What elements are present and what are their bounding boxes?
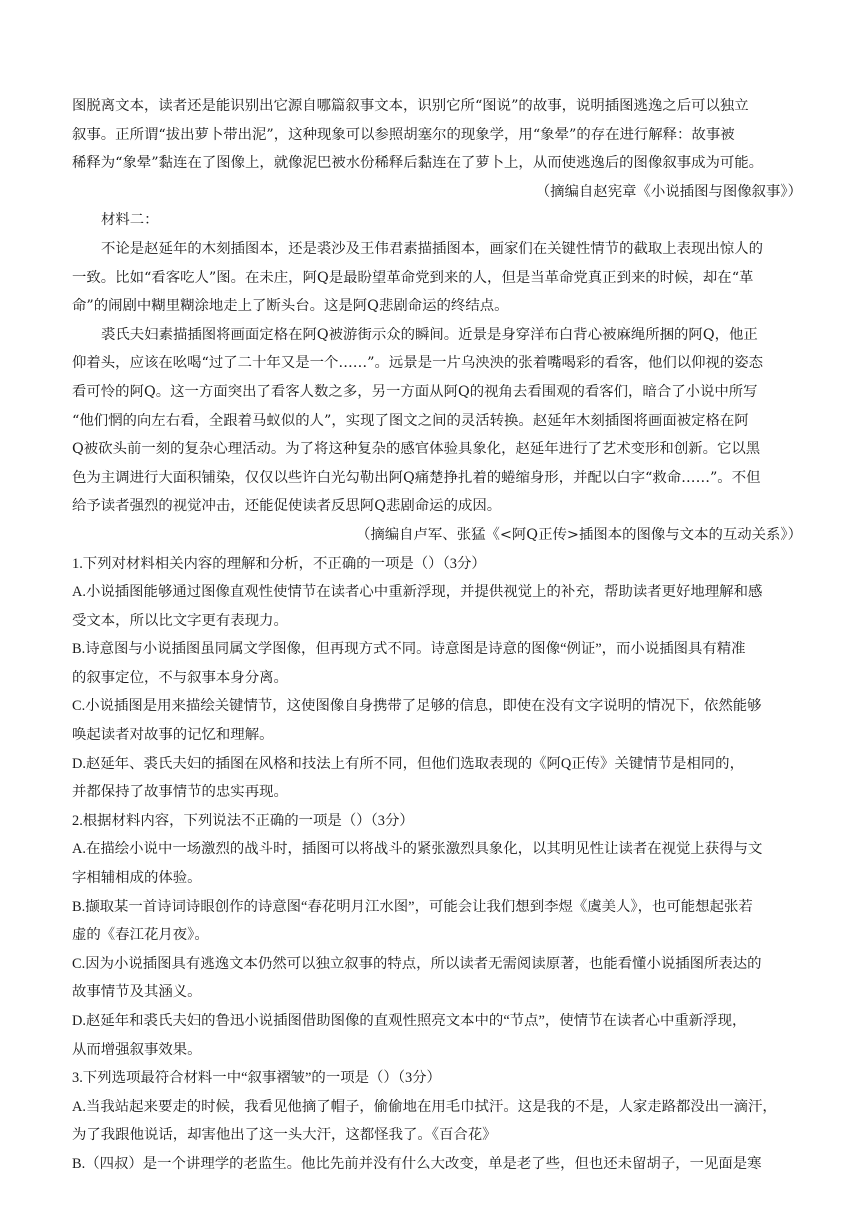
question-2-option-d: D.赵延年和裘氏夫妇的鲁迅小说插图借助图像的直观性照亮文本中的“节点”，使情节在读者心中重新浮现， [72,1013,747,1029]
text-line: 叙事。正所谓“拔出萝卜带出泥”，这种现象可以参照胡塞尔的现象学，用“象晕”的存在进行解释：故事被 [72,126,735,143]
material-two-source: （摘编自卢军、张猛《<阿Q正传>插图本的图像与文本的互动关系》） [355,526,802,543]
material-two-paragraph-2 [72,321,802,521]
question-1-option-d-cont: 并都保持了故事情节的忠实再现。 [72,784,288,801]
material-two-paragraph-1 [72,235,802,321]
text-line: 色为主调进行大面积铺染，仅仅以些许白光勾勒出阿Q痛楚挣扎着的蜷缩身形，并配以白字“救命……”。不但 [72,469,761,486]
text-line: 一致。比如“看客吃人”图。在未庄，阿Q是最盼望革命党到来的人，但是当革命党真正到来的时候，却在“革 [72,269,754,286]
question-list [72,550,802,1179]
question-1-stem: 1.下列对材料相关内容的理解和分析，不正确的一项是（）（3分） [72,555,486,572]
exam-page [72,92,802,1179]
text-line: Q被砍头前一刻的复杂心理活动。为了将这种复杂的感官体验具象化，赵延年进行了艺术变形和创新。它以黑 [72,441,761,458]
question-3-option-b: B.（四叔）是一个讲理学的老监生。他比先前并没有什么大改变，单是老了些，但也还未留胡子，一见面是寒 [72,1155,762,1172]
question-2-option-c-cont: 故事情节及其涵义。 [72,984,202,1001]
question-1-option-a-cont: 受文本，所以比文字更有表现力。 [72,612,288,629]
text-line: 不论是赵延年的木刻插图本，还是裘沙及王伟君素描插图本，画家们在关键性情节的截取上表现出惊人的 [101,240,763,257]
question-2-option-a-cont: 字相辅相成的体验。 [72,870,202,887]
question-1-option-c-cont: 唤起读者对故事的记忆和理解。 [72,727,274,744]
question-3-stem: 3.下列选项最符合材料一中“叙事褶皱”的一项是（）（3分） [72,1070,441,1087]
question-3-option-a: A.当我站起来要走的时候，我看见他摘了帽子，偷偷地在用毛巾拭汗。这是我的不是，人家走路都没出一滴汗， [72,1098,777,1115]
text-line: 稀释为“象晕”黏连在了图像上，就像泥巴被水份稀释后黏连在了萝卜上，从而使逃逸后的图像叙事成为可能。 [72,155,764,172]
material-one-source: （摘编自赵宪章《小说插图与图像叙事》） [535,183,802,200]
question-3-option-a-cont: 为了我跟他说话，却害他出了这一头大汗，这都怪我了。《百合花》 [72,1127,497,1144]
question-2-option-c: C.因为小说插图具有逃逸文本仍然可以独立叙事的特点，所以读者无需阅读原著，也能看懂小说插图所表达的 [72,955,762,972]
question-1-option-d: D.赵延年、裘氏夫妇的插图在风格和技法上有所不同，但他们选取表现的《阿Q正传》关键情节是相同的， [72,755,744,772]
question-1-option-b: B.诗意图与小说插图虽同属文学图像，但再现方式不同。诗意图是诗意的图像“例证”，而小说插图具有精准 [72,641,746,658]
text-line: 看可怜的阿Q。这一方面突出了看客人数之多，另一方面从阿Q的视角去看围观的看客们，暗合了小说中所写 [72,383,758,400]
question-1-option-a: A.小说插图能够通过图像直观性使情节在读者心中重新浮现，并提供视觉上的补充，帮助读者更好地理解和感 [72,584,763,601]
text-line: 命”的闹剧中糊里糊涂地走上了断头台。这是阿Q悲剧命运的终结点。 [72,298,509,315]
question-2-option-a: A.在描绘小说中一场激烈的战斗时，插图可以将战斗的紧张激烈具象化，以其明见性让读者在视觉上获得与文 [72,841,763,858]
material-two-heading: 材料二： [101,212,159,229]
question-2-option-b: B.撷取某一首诗词诗眼创作的诗意图“春花明月江水图”，可能会让我们想到李煜《虞美人》，也可能想起张若 [72,898,753,915]
text-line: 给予读者强烈的视觉冲击，还能促使读者反思阿Q悲剧命运的成因。 [72,498,502,515]
question-2-stem: 2.根据材料内容，下列说法不正确的一项是（）（3分） [72,812,414,829]
question-1-option-b-cont: 的叙事定位，不与叙事本身分离。 [72,669,288,686]
text-line: “他们惘的向左右看，全跟着马蚁似的人”，实现了图文之间的灵活转换。赵延年木刻插图将画面被定格在阿 [72,412,749,429]
question-2-option-d-cont: 从而增强叙事效果。 [72,1041,202,1058]
text-line: 裘氏夫妇素描插图将画面定格在阿Q被游街示众的瞬间。近景是身穿洋布白背心被麻绳所捆的阿Q，他正 [101,326,758,343]
text-line: 图脱离文本，读者还是能识别出它源自哪篇叙事文本，识别它所“图说”的故事，说明插图逃逸之后可以独立 [72,98,749,114]
material-one-tail [72,92,802,178]
question-1-option-c: C.小说插图是用来描绘关键情节，这使图像自身携带了足够的信息，即使在没有文字说明的情况下，依然能够 [72,698,762,715]
text-line: 仰着头，应该在吆喝“过了二十年又是一个……”。远景是一片乌泱泱的张着嘴喝彩的看客，他们以仰视的姿态 [72,355,764,372]
question-2-option-b-cont: 虚的《春江花月夜》。 [72,927,209,944]
